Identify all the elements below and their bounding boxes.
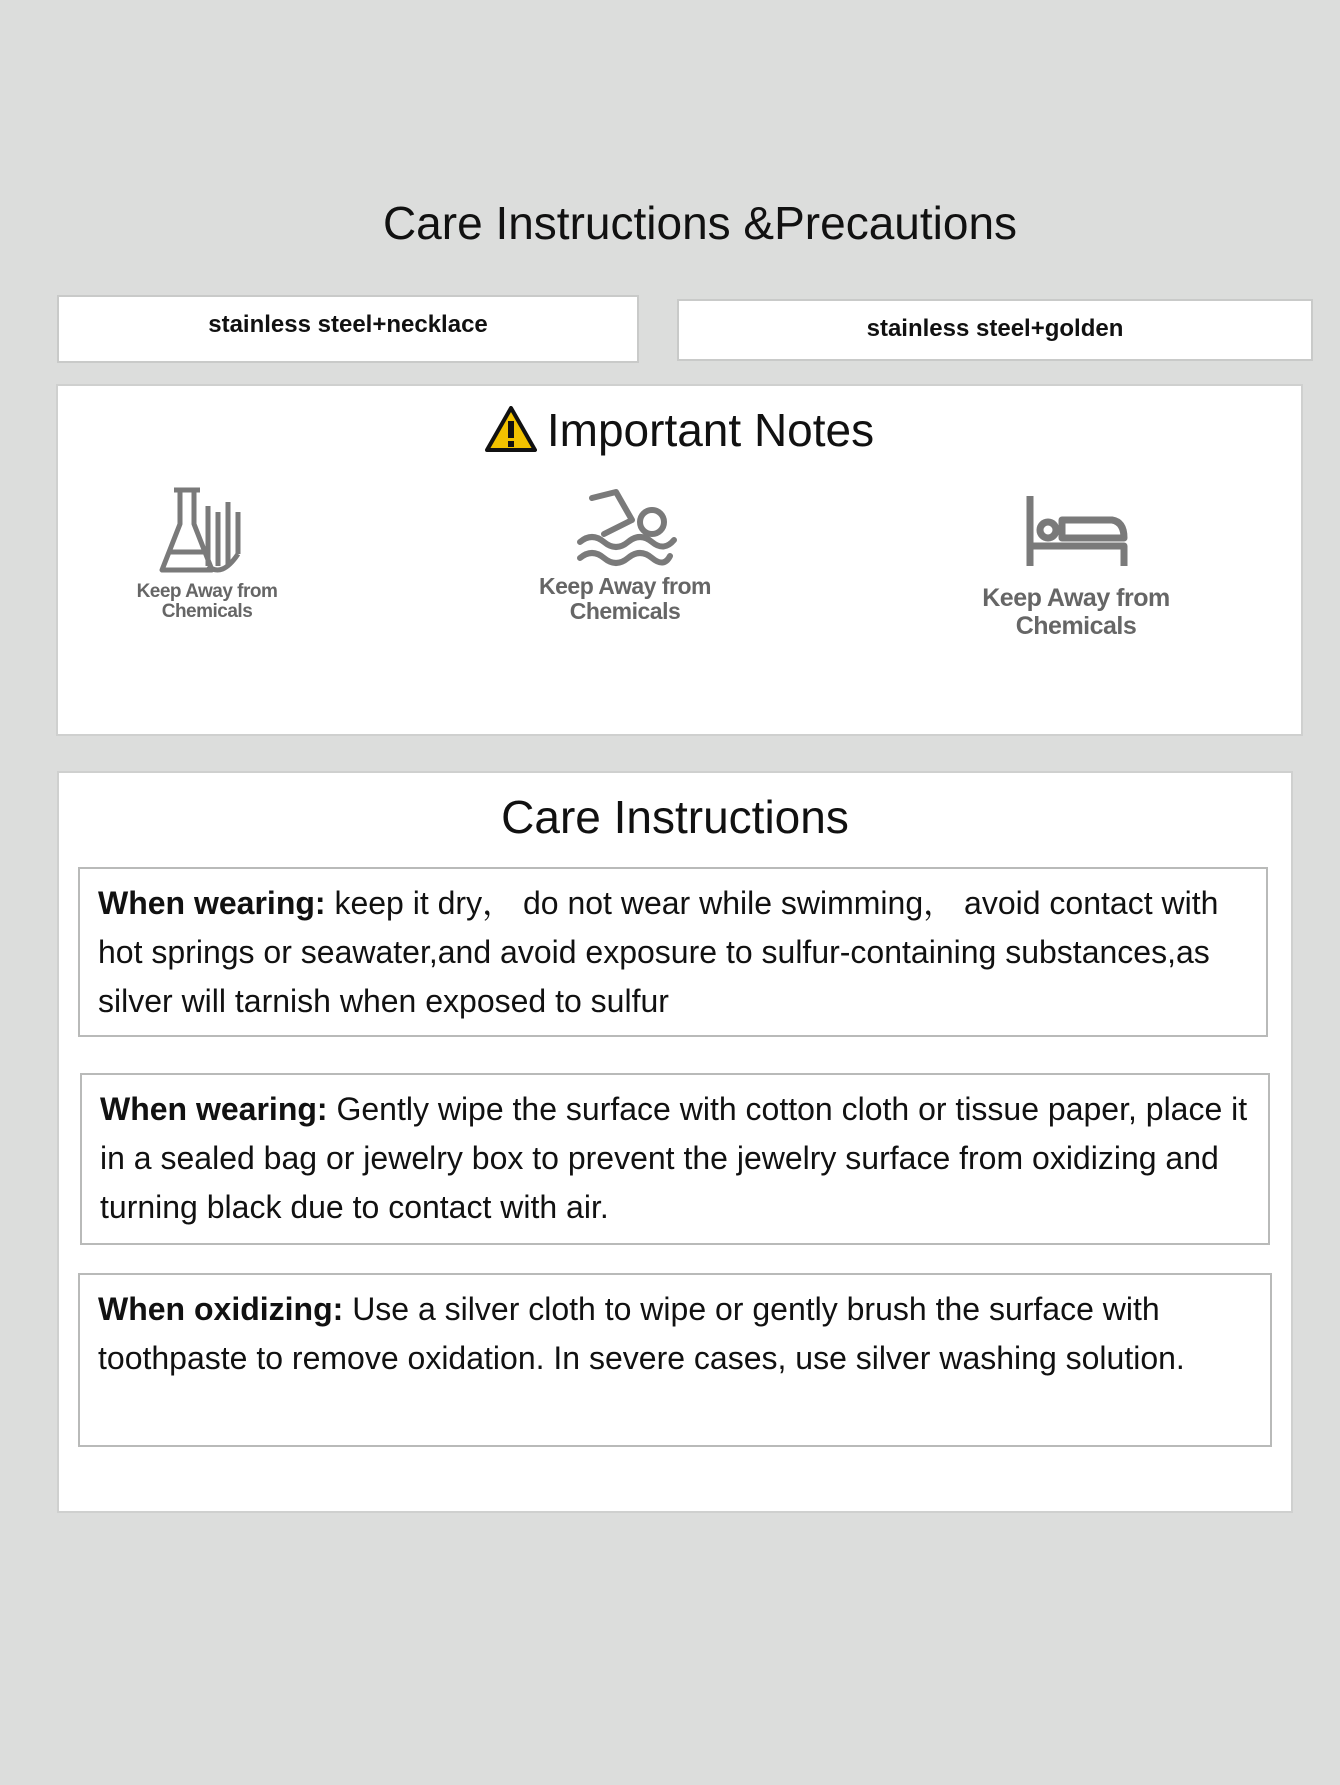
tag-label: stainless steel+necklace	[208, 311, 488, 338]
tag-golden	[677, 299, 1313, 361]
tag-necklace	[57, 295, 639, 363]
care-block-text: Use a silver cloth to wipe or gently brush the surface with toothpaste to remove oxidation. In severe cases, use silver washing solution.	[98, 1291, 1185, 1376]
care-instructions-panel	[57, 771, 1293, 1513]
note-item-chemicals	[112, 482, 302, 622]
bed-icon	[966, 486, 1186, 576]
care-block-heading: When wearing:	[98, 885, 326, 921]
warning-icon	[485, 406, 537, 466]
care-block-text: keep it dry， do not wear while swimming， avoid contact with hot springs or seawater,and avoid exposure to sulfur-containing substances,as silver will tarnish when exposed to sulfur	[98, 885, 1219, 1019]
important-notes-title: Important Notes	[546, 404, 875, 456]
note-item-bed	[966, 486, 1186, 640]
note-item-swimming	[525, 484, 725, 624]
care-block-heading: When oxidizing:	[98, 1291, 344, 1327]
important-notes-heading	[58, 400, 1301, 466]
care-block	[78, 867, 1268, 1037]
care-block	[80, 1073, 1270, 1245]
swimming-icon	[525, 484, 725, 574]
care-instructions-title: Care Instructions	[501, 791, 849, 843]
note-label: Keep Away from Chemicals	[539, 573, 711, 624]
note-label: Keep Away from Chemicals	[136, 581, 278, 622]
important-notes-panel	[56, 384, 1303, 736]
care-block	[78, 1273, 1272, 1447]
page-title: Care Instructions &Precautions	[382, 197, 1018, 249]
care-block-heading: When wearing:	[100, 1091, 328, 1127]
care-block-text: Gently wipe the surface with cotton cloth or tissue paper, place it in a sealed bag or jewelry box to prevent the jewelry surface from oxidizing and turning black due to contact with air.	[100, 1091, 1248, 1225]
note-label: Keep Away from Chemicals	[982, 584, 1170, 640]
tag-label: stainless steel+golden	[866, 315, 1124, 342]
chemicals-icon	[112, 482, 302, 582]
